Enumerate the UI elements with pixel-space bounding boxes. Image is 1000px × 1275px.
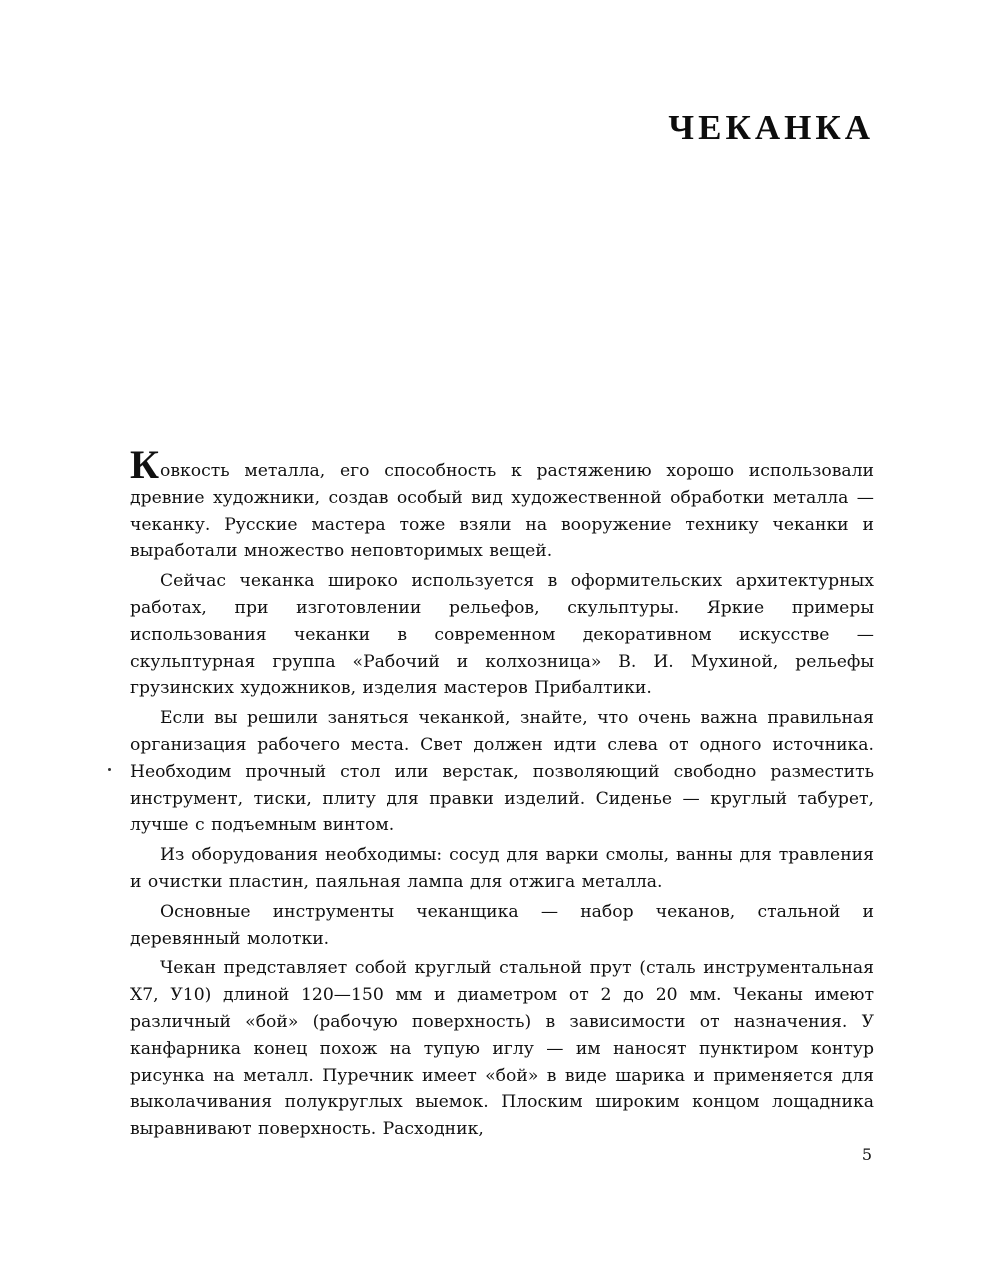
drop-cap: К <box>130 442 160 487</box>
paragraph: Основные инструменты чеканщика — набор чеканов, стальной и деревянный молотки. <box>130 901 874 949</box>
paragraph: Чекан представляет собой круглый стальной прут (сталь инструментальная Х7, У10) длиной 120—150 мм и диаметром от 2 до 20 мм. Чеканы имеют различный «бой» (рабочую поверхность) в зависимости от назначения. У канфарника конец похож на тупую иглу — им наносят пунктиром контур рисунка на металл. Пуречник имеет «бой» в виде шарика и применяется для выколачивания полукруглых выемок. Плоским широким концом лощадника выравнивают поверхность. Расходник, <box>130 958 874 1140</box>
page-number: 5 <box>861 1145 872 1164</box>
paragraph-intro <box>130 442 874 565</box>
paragraph: Если вы решили заняться чеканкой, знайте, что очень важна правильная организация рабочего места. Свет должен идти слева от одного источника. Необходим прочный стол или верстак, позволяющий свободно разместить инструмент, тиски, плиту для правки изделий. Сиденье — круглый табурет, лучше с подъемным винтом. <box>130 708 874 836</box>
paragraph: Сейчас чеканка широко используется в оформительских архитектурных работах, при изготовлении рельефов, скульптуры. Яркие примеры использования чеканки в современном декоративном искусстве — скульптурная группа «Рабочий и колхозница» В. И. Мухиной, рельефы грузинских художников, изделия мастеров Прибалтики. <box>130 571 874 699</box>
margin-dot <box>108 768 111 771</box>
body-text <box>130 442 874 1146</box>
chapter-title: ЧЕКАНКА <box>668 108 874 147</box>
intro-text: овкость металла, его способность к растяжению хорошо использовали древние художники, создав особый вид художественной обработки металла — чеканку. Русские мастера тоже взяли на вооружение технику чеканки и выработали множество неповторимых вещей. <box>130 461 874 562</box>
paragraph: Из оборудования необходимы: сосуд для варки смолы, ванны для травления и очистки пластин, паяльная лампа для отжига металла. <box>130 845 874 892</box>
